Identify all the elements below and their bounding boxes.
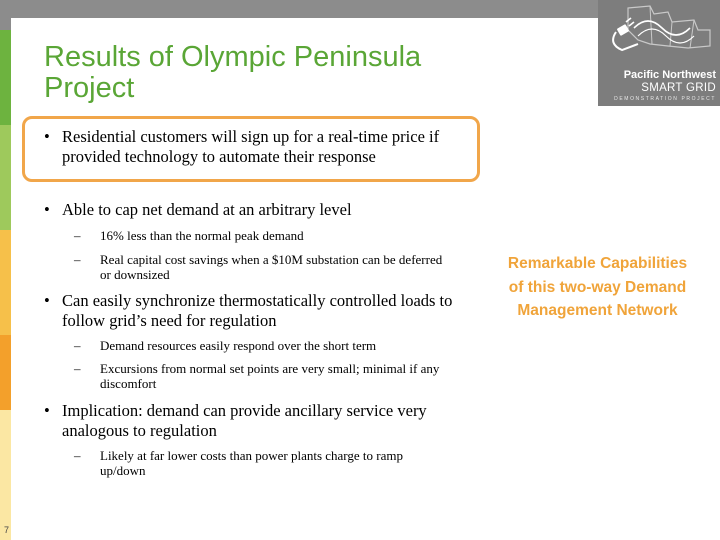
strip-segment [0, 230, 11, 335]
page-number: 7 [3, 525, 9, 535]
slide-title: Results of Olympic Peninsula Project [44, 41, 422, 104]
bullet-dot: • [44, 127, 50, 146]
bullet-text: Able to cap net demand at an arbitrary level [62, 200, 352, 219]
sub-bullet-item [74, 252, 454, 284]
strip-segment [0, 335, 11, 410]
sub-bullet-dash: – [74, 228, 81, 243]
bullet-item [44, 291, 474, 331]
bullet-dot: • [44, 291, 50, 310]
logo-line2: SMART GRID [641, 82, 716, 94]
sub-bullet-item [74, 361, 454, 393]
sub-bullet-item [74, 228, 454, 244]
strip-segment [0, 410, 11, 540]
bullet-item [44, 401, 474, 441]
strip-segment [0, 0, 11, 30]
logo [598, 0, 720, 106]
left-color-strip [0, 0, 11, 540]
sub-bullet-dash: – [74, 448, 81, 463]
strip-segment [0, 30, 11, 125]
logo-line3: DEMONSTRATION PROJECT [614, 96, 716, 102]
sub-bullet-text: Excursions from normal set points are very small; minimal if any discomfort [100, 361, 440, 391]
bullet-dot: • [44, 200, 50, 219]
strip-segment [0, 125, 11, 230]
sub-bullet-text: 16% less than the normal peak demand [100, 228, 304, 243]
bullet-item [44, 200, 474, 220]
sub-bullet-text: Real capital cost savings when a $10M substation can be deferred or downsized [100, 252, 443, 282]
sub-bullet-item [74, 338, 454, 354]
sub-bullet-dash: – [74, 338, 81, 353]
logo-line1: Pacific Northwest [623, 69, 716, 81]
sub-bullet-text: Demand resources easily respond over the short term [100, 338, 377, 353]
sub-bullet-text: Likely at far lower costs than power plants charge to ramp up/down [100, 448, 403, 478]
sub-bullet-item [74, 448, 454, 480]
northwest-map-plug-icon [598, 0, 720, 70]
sub-bullet-dash: – [74, 361, 81, 376]
bullet-text: Implication: demand can provide ancillary service very analogous to regulation [62, 401, 427, 440]
bullet-dot: • [44, 401, 50, 420]
bullet-item [44, 127, 474, 167]
side-note: Remarkable Capabilities of this two-way Demand Management Network [507, 255, 688, 319]
sub-bullet-dash: – [74, 252, 81, 267]
bullet-text: Can easily synchronize thermostatically controlled loads to follow grid’s need for regulation [62, 291, 453, 330]
bullet-text: Residential customers will sign up for a real-time price if provided technology to automate their response [62, 127, 440, 166]
